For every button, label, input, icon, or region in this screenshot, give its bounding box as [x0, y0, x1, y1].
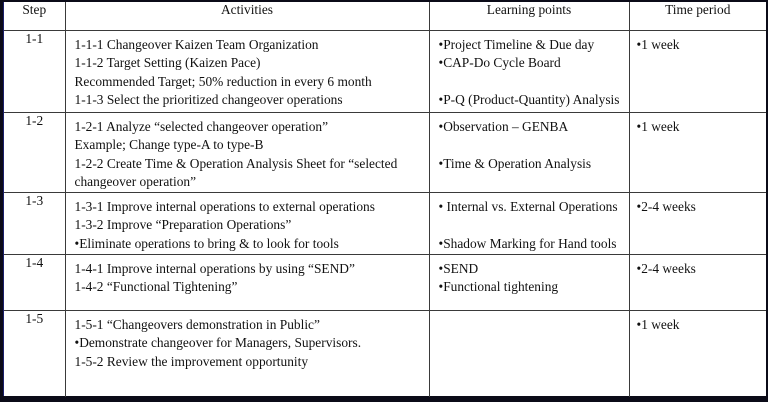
table-row [4, 310, 766, 397]
time-period-cell [629, 30, 766, 112]
learning-point: •CAP-Do Cycle Board [438, 55, 561, 70]
activity-line: 1-2-1 Analyze “selected changeover operation” [74, 118, 329, 134]
activities-cell [65, 30, 429, 112]
learning-point: •Time & Operation Analysis [438, 155, 592, 171]
activity-line: 1-5-2 Review the improvement opportunity [74, 353, 309, 369]
step-cell: 1-5 [4, 310, 65, 397]
table-row [4, 254, 766, 310]
time-period-cell [629, 254, 766, 310]
document-frame [3, 2, 766, 396]
learning-point: •Functional tightening [438, 279, 559, 294]
learning-points-cell [429, 254, 629, 310]
step-cell: 1-3 [4, 192, 65, 254]
learning-point: •Observation – GENBA [438, 118, 569, 134]
activities-cell [65, 112, 429, 192]
step-cell: 1-1 [4, 30, 65, 112]
activity-line: 1-5-1 “Changeovers demonstration in Public” [74, 316, 320, 332]
learning-point: •Shadow Marking for Hand tools [438, 235, 617, 251]
spacer [439, 216, 629, 235]
header-learning-points: Learning points [429, 2, 629, 30]
step-cell: 1-4 [4, 254, 65, 310]
spacer [439, 136, 629, 155]
time-period-cell [629, 192, 766, 254]
activity-line: Example; Change type-A to type-B [74, 137, 264, 152]
activity-line: 1-4-1 Improve internal operations by using “SEND” [74, 260, 355, 276]
learning-points-cell-empty [429, 310, 629, 397]
activity-line: 1-3-2 Improve “Preparation Operations” [74, 217, 292, 232]
activity-line: 1-1-1 Changeover Kaizen Team Organization [74, 36, 319, 52]
header-time-period: Time period [629, 2, 766, 30]
activity-line: 1-4-2 “Functional Tightening” [74, 279, 238, 294]
table-row [4, 112, 766, 192]
learning-point: •SEND [438, 260, 479, 276]
learning-points-cell [429, 112, 629, 192]
activity-line: •Eliminate operations to bring & to look for tools [74, 235, 339, 251]
header-activities: Activities [65, 2, 429, 30]
learning-points-cell [429, 192, 629, 254]
activities-cell [65, 310, 429, 397]
activity-line: 1-2-2 Create Time & Operation Analysis Sheet for “selected changeover operation” [74, 155, 398, 189]
activity-line: 1-1-3 Select the prioritized changeover operations [74, 92, 343, 107]
changeover-kaizen-plan-table [4, 2, 766, 397]
activity-line: 1-1-2 Target Setting (Kaizen Pace) [74, 55, 261, 70]
time-period: •1 week [636, 316, 680, 332]
time-period: •1 week [636, 118, 680, 134]
activities-cell [65, 192, 429, 254]
table-row [4, 192, 766, 254]
header-step: Step [4, 2, 65, 30]
table-row [4, 30, 766, 112]
activities-cell [65, 254, 429, 310]
activity-line: Recommended Target; 50% reduction in every 6 month [74, 73, 372, 89]
step-cell: 1-2 [4, 112, 65, 192]
learning-point: • Internal vs. External Operations [438, 198, 618, 214]
learning-point: •Project Timeline & Due day [438, 36, 595, 52]
learning-points-cell [429, 30, 629, 112]
time-period: •1 week [636, 36, 680, 52]
spacer [439, 73, 629, 92]
time-period-cell [629, 112, 766, 192]
time-period: •2-4 weeks [636, 198, 696, 214]
time-period: •2-4 weeks [636, 260, 696, 276]
activity-line: •Demonstrate changeover for Managers, Supervisors. [74, 335, 362, 350]
learning-point: •P-Q (Product-Quantity) Analysis [438, 92, 620, 107]
header-row [4, 2, 766, 30]
activity-line: 1-3-1 Improve internal operations to external operations [74, 198, 375, 214]
time-period-cell [629, 310, 766, 397]
